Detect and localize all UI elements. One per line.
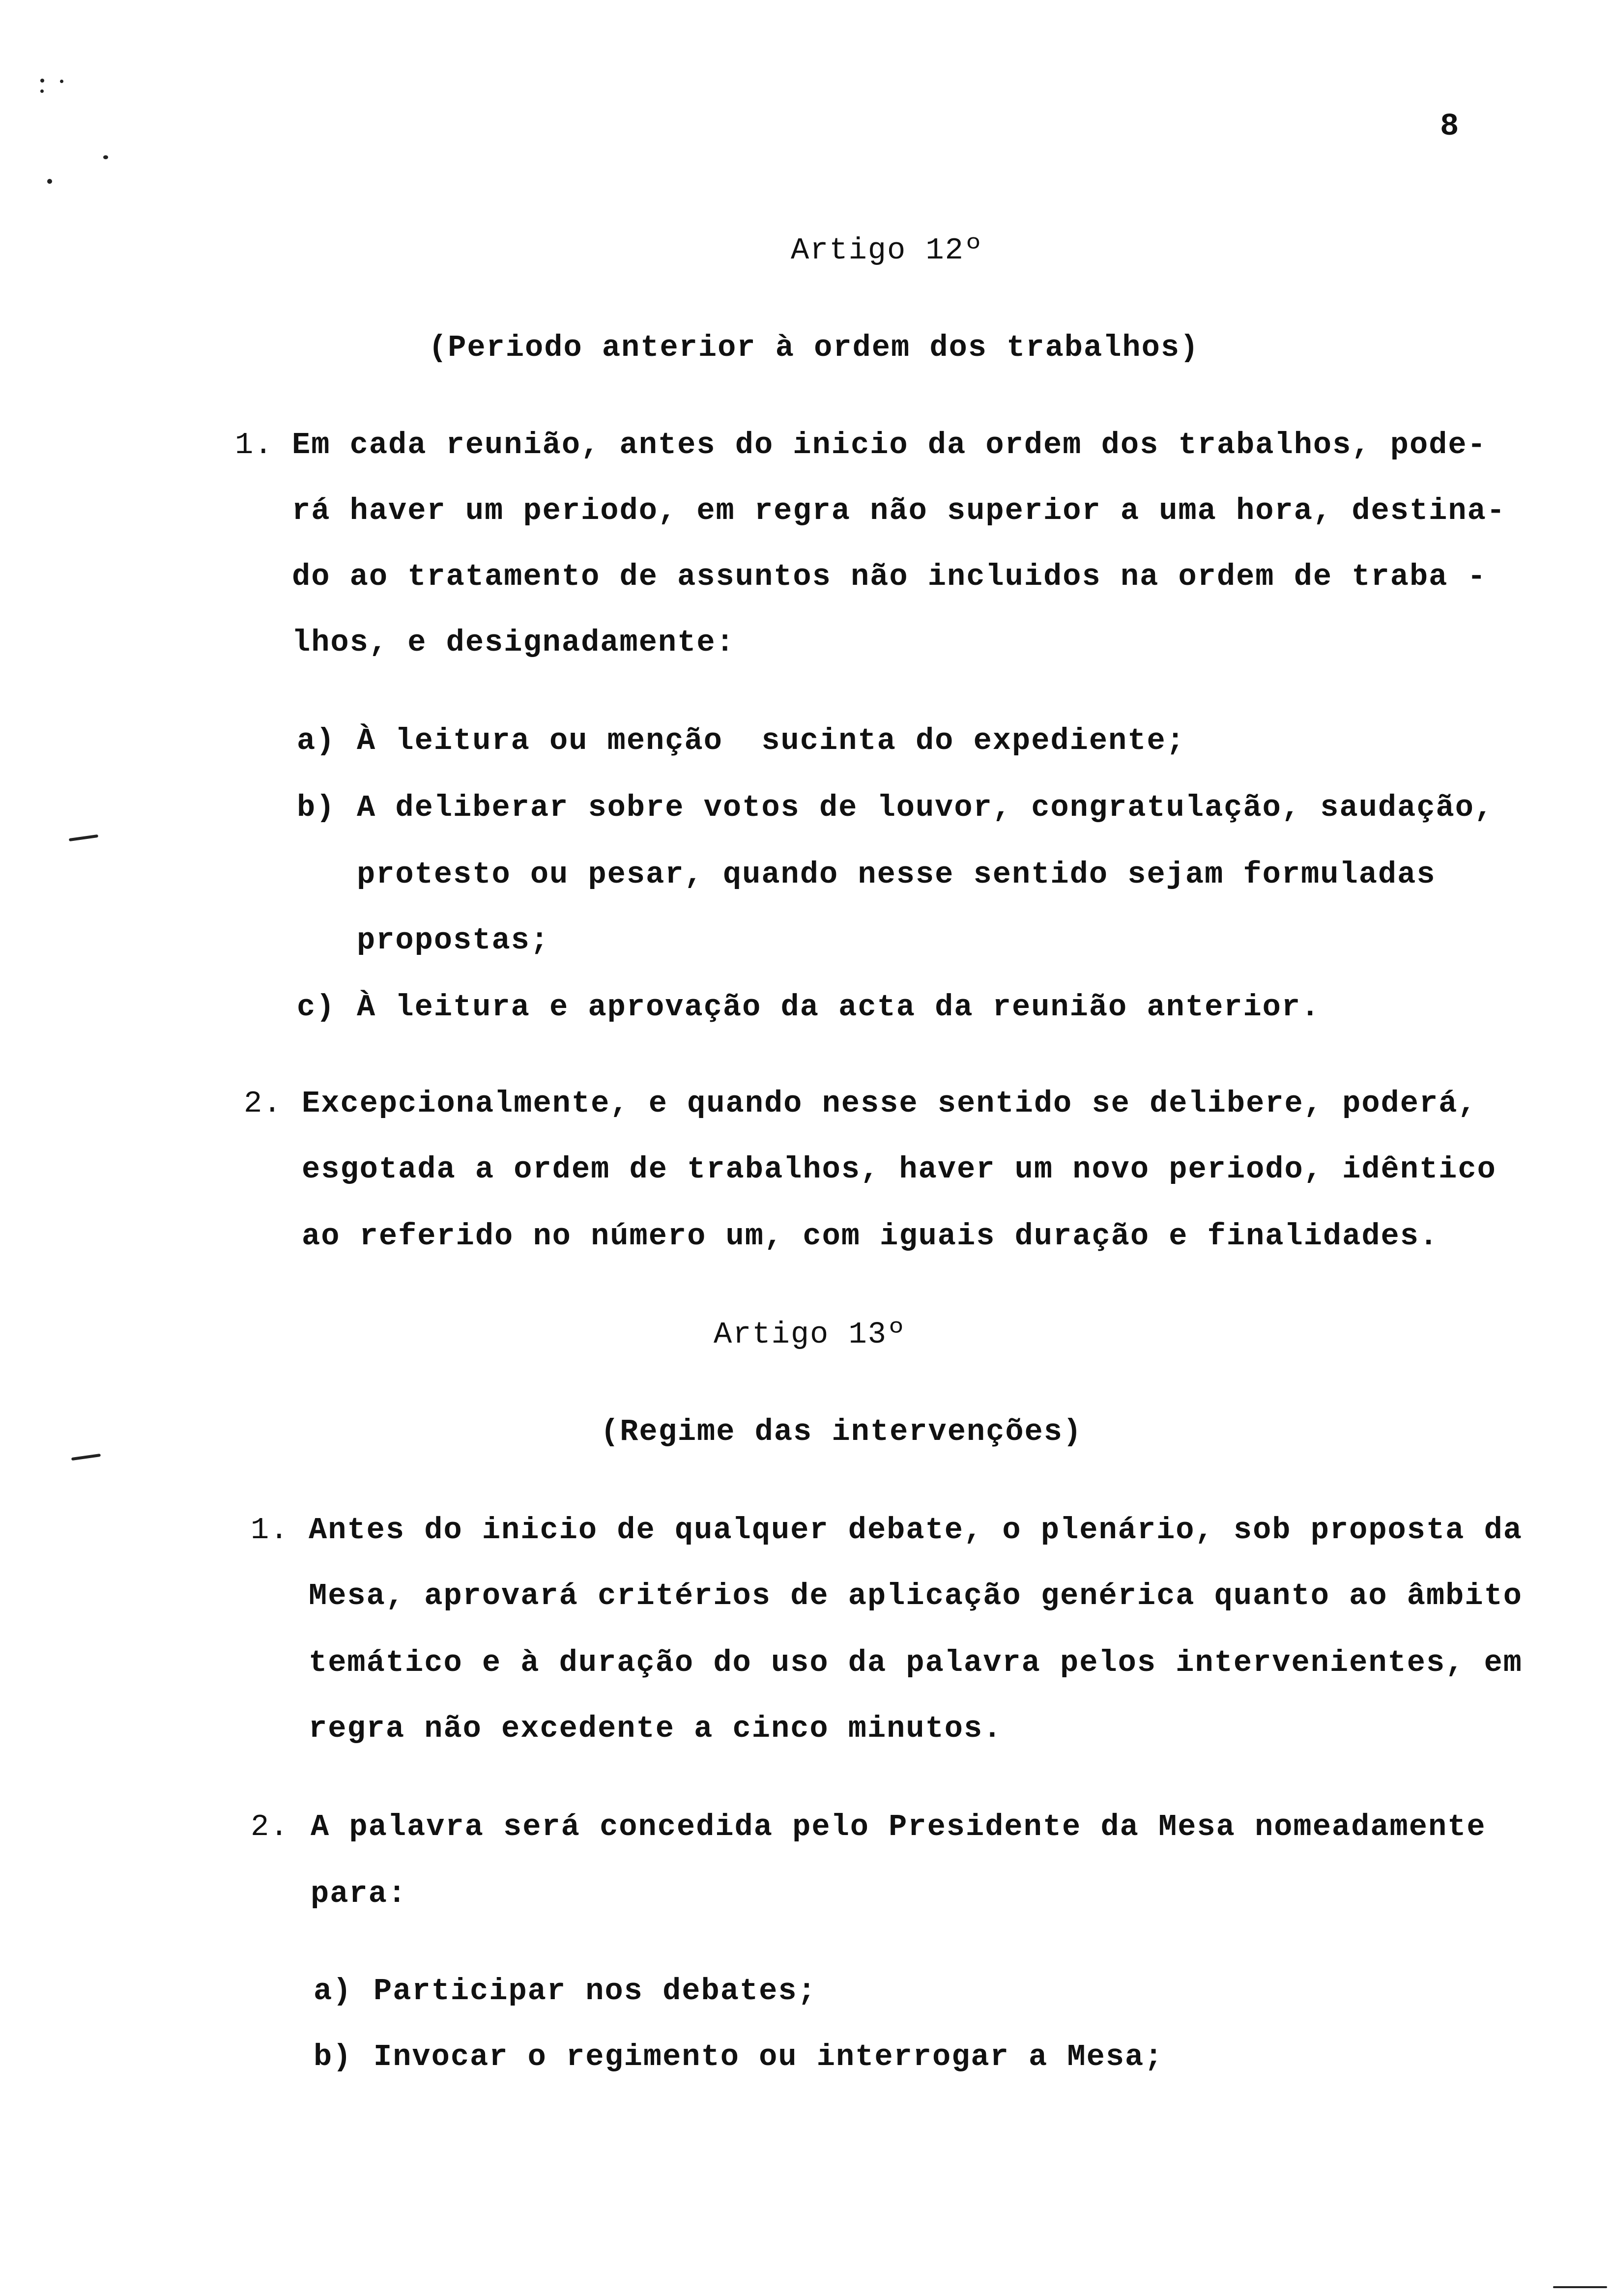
article-12-item-1-marker: 1. [235,428,274,462]
scan-mark [71,1454,101,1461]
article-12-subitem-b-marker: b) [297,790,336,825]
article-13-subitem-a-line: Participar nos debates; [374,1974,817,2009]
article-13-item-2-marker: 2. [251,1809,289,1844]
article-13-item-1-line: regra não excedente a cinco minutos. [309,1711,1003,1746]
article-12-subitem-b-line: propostas; [357,923,550,958]
article-13-title: Artigo 13º [714,1317,907,1352]
article-13-item-1-line: temático e à duração do uso da palavra pelos intervenientes, em [309,1645,1523,1680]
scan-speck [47,179,52,184]
article-12-item-1-line: lhos, e designadamente: [292,625,735,660]
article-13-item-2-line: para: [311,1876,407,1911]
article-13-item-2-line: A palavra será concedida pelo Presidente da Mesa nomeadamente [311,1809,1486,1844]
article-13-subitem-b-marker: b) [314,2039,352,2074]
article-12-item-1-line: rá haver um periodo, em regra não superior a uma hora, destina- [292,493,1506,528]
article-13-subtitle: (Regime das intervenções) [601,1414,1083,1449]
scan-speck [40,89,44,93]
article-13-subitem-b-line: Invocar o regimento ou interrogar a Mesa; [374,2039,1164,2074]
article-12-subitem-a-marker: a) [297,723,336,758]
article-12-title: Artigo 12º [790,233,984,268]
article-13-item-1-marker: 1. [251,1513,289,1548]
article-12-item-2-line: Excepcionalmente, e quando nesse sentido se delibere, poderá, [302,1086,1477,1121]
article-12-item-2-marker: 2. [244,1086,283,1121]
page-number: 8 [1440,109,1459,144]
article-12-subitem-b-line: A deliberar sobre votos de louvor, congratulação, saudação, [357,790,1494,825]
article-12-item-2-line: ao referido no número um, com iguais duração e finalidades. [302,1219,1439,1254]
article-13-subitem-a-marker: a) [314,1974,352,2009]
article-12-subitem-c-line: À leitura e aprovação da acta da reunião anterior. [357,990,1321,1025]
article-12-subitem-b-line: protesto ou pesar, quando nesse sentido sejam formuladas [357,857,1436,892]
article-12-item-2-line: esgotada a ordem de trabalhos, haver um novo periodo, idêntico [302,1152,1497,1187]
scan-mark [1553,2286,1607,2288]
scan-speck [40,79,44,83]
scan-mark [69,834,98,841]
article-12-item-1-line: do ao tratamento de assuntos não incluidos na ordem de traba - [292,559,1487,594]
scan-speck [103,155,108,159]
article-12-item-1-line: Em cada reunião, antes do inicio da ordem dos trabalhos, pode- [292,428,1487,462]
article-12-subtitle: (Periodo anterior à ordem dos trabalhos) [429,330,1200,365]
scan-speck [60,80,63,83]
article-13-item-1-line: Antes do inicio de qualquer debate, o plenário, sob proposta da [309,1513,1523,1548]
article-12-subitem-c-marker: c) [297,990,336,1025]
article-12-subitem-a-line: À leitura ou menção sucinta do expediente; [357,723,1185,758]
article-13-item-1-line: Mesa, aprovará critérios de aplicação genérica quanto ao âmbito [309,1578,1523,1613]
